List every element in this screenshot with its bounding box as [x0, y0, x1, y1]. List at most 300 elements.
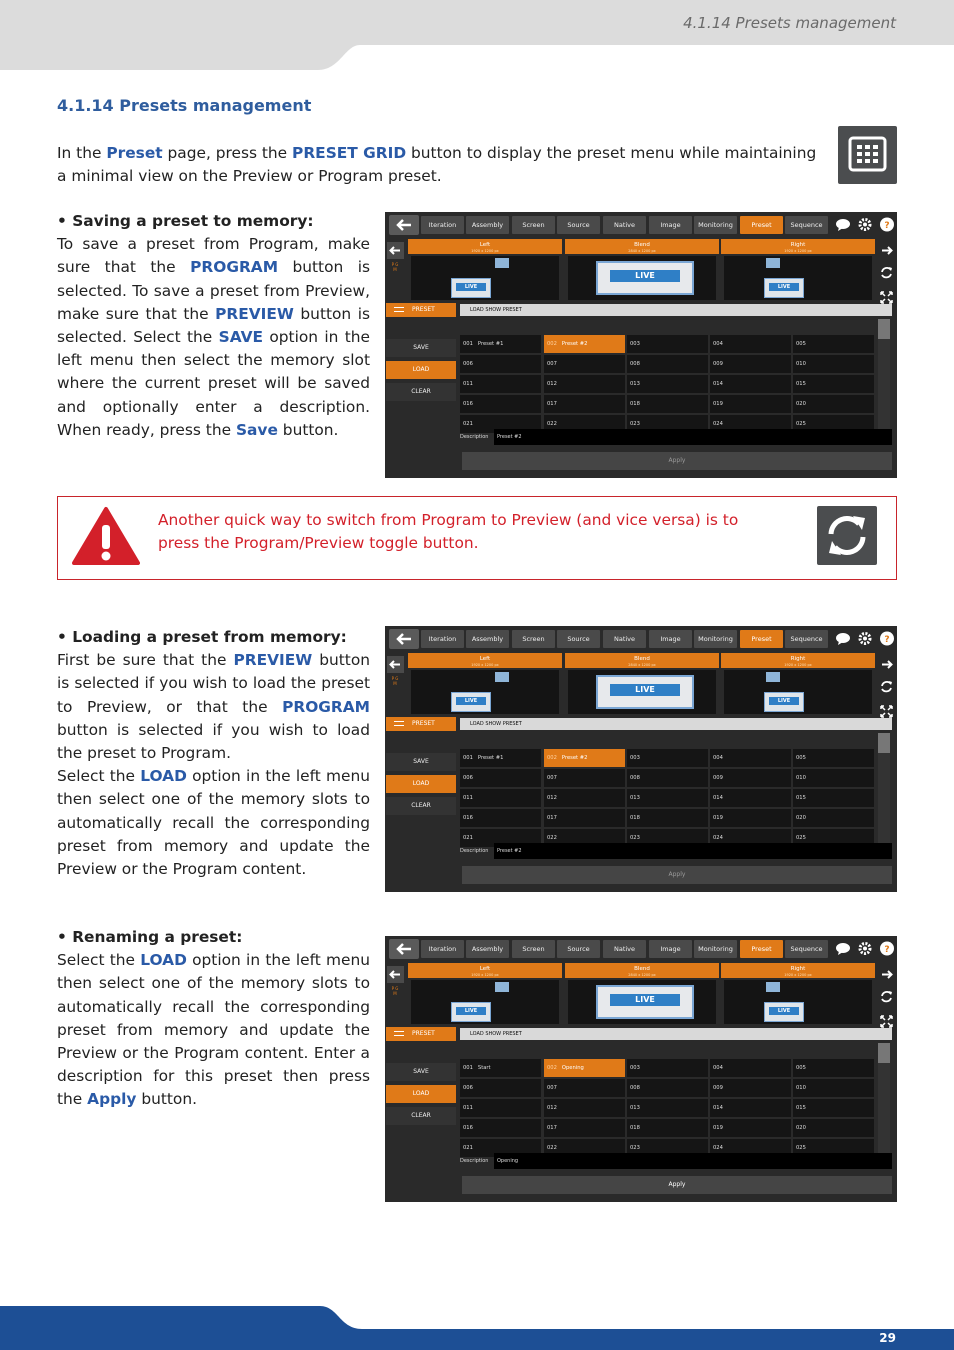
monitor-name: Blend	[634, 656, 650, 662]
slot-number: 004	[713, 341, 723, 347]
tab-screen[interactable]: Screen	[512, 216, 555, 234]
live-label: LIVE	[769, 697, 799, 705]
thumbnail-small	[766, 672, 780, 682]
slot-number: 008	[630, 775, 640, 781]
program-vertical-label: P G M	[391, 262, 399, 273]
live-thumbnail	[451, 278, 491, 298]
preset-slot[interactable]	[793, 1079, 874, 1097]
slot-name: Start	[477, 1065, 491, 1071]
preset-slot[interactable]	[793, 789, 874, 807]
tab-iteration[interactable]: Iteration	[421, 940, 464, 958]
preset-menu-title: PRESET	[412, 306, 435, 313]
slot-number: 017	[547, 815, 557, 821]
tab-source[interactable]: Source	[557, 216, 600, 234]
monitor-preview-left	[411, 256, 559, 300]
monitor-resolution: 1920 x 1200 px	[471, 663, 499, 667]
back-button[interactable]	[389, 629, 419, 649]
monitor-header-right[interactable]	[721, 963, 875, 978]
preset-menu-title: PRESET	[412, 1030, 435, 1037]
live-label: LIVE	[769, 1007, 799, 1015]
live-thumbnail	[764, 692, 804, 712]
slot-number: 015	[796, 795, 806, 801]
screenshot-loading	[385, 626, 897, 892]
scrollbar-thumb[interactable]	[878, 733, 890, 753]
tab-monitoring[interactable]: Monitoring	[694, 940, 737, 958]
tab-assembly[interactable]: Assembly	[466, 940, 509, 958]
tab-iteration[interactable]: Iteration	[421, 216, 464, 234]
slot-number: 014	[713, 381, 723, 387]
preset-slot[interactable]	[793, 1119, 874, 1137]
scrollbar-thumb[interactable]	[878, 1043, 890, 1063]
slot-number: 011	[463, 381, 473, 387]
scrollbar-thumb[interactable]	[878, 319, 890, 339]
slot-name: Preset #1	[477, 341, 504, 347]
running-title: 4.1.14 Presets management	[683, 14, 896, 32]
slot-number: 018	[630, 1125, 640, 1131]
preset-slot[interactable]	[627, 395, 708, 413]
slot-number: 009	[713, 775, 723, 781]
slot-number: 019	[713, 401, 723, 407]
slot-number: 003	[630, 341, 640, 347]
live-label: LIVE	[456, 697, 486, 705]
preset-slot[interactable]	[793, 1059, 874, 1077]
slot-name: Opening	[561, 1065, 584, 1071]
refresh-icon[interactable]	[878, 264, 895, 281]
back-button[interactable]	[389, 939, 419, 959]
monitor-preview-left	[411, 670, 559, 714]
slot-number: 001	[463, 755, 473, 761]
help-icon[interactable]	[879, 940, 895, 957]
slot-number: 010	[796, 1085, 806, 1091]
slot-number: 016	[463, 1125, 473, 1131]
svg-text:?: ?	[884, 221, 890, 231]
scrollbar[interactable]	[878, 733, 890, 849]
help-icon[interactable]	[879, 630, 895, 647]
warning-box	[57, 496, 897, 580]
description-row	[460, 843, 892, 859]
page-number: 29	[879, 1331, 896, 1345]
right-arrow-button[interactable]	[878, 966, 895, 983]
thumbnail-small	[766, 258, 780, 268]
menu-save-button[interactable]: SAVE	[386, 339, 456, 357]
monitor-resolution: 2840 x 1200 px	[628, 249, 656, 253]
tab-assembly[interactable]: Assembly	[466, 630, 509, 648]
slot-number: 006	[463, 361, 473, 367]
top-toolbar	[385, 936, 897, 962]
live-thumbnail	[451, 1002, 491, 1022]
preset-slot[interactable]	[627, 355, 708, 373]
thumbnail-small	[766, 982, 780, 992]
thumbnail-small	[495, 672, 509, 682]
preset-slot[interactable]	[793, 355, 874, 373]
description-field[interactable]: Preset #2	[494, 843, 892, 859]
preset-slot[interactable]	[710, 355, 791, 373]
live-thumbnail	[764, 278, 804, 298]
preset-slot[interactable]	[710, 749, 791, 767]
tab-sequence[interactable]: Sequence	[785, 940, 828, 958]
slot-number: 009	[713, 1085, 723, 1091]
left-arrow-button[interactable]	[387, 242, 404, 259]
slot-name: Preset #2	[561, 755, 588, 761]
monitor-resolution: 2840 x 1200 px	[628, 973, 656, 977]
warning-text: Another quick way to switch from Program to Preview (and vice versa) is to press the Program/Preview toggle button.	[158, 511, 739, 553]
slot-number: 012	[547, 795, 557, 801]
slot-number: 004	[713, 1065, 723, 1071]
preset-slot[interactable]	[627, 769, 708, 787]
preset-menu-title: PRESET	[412, 720, 435, 727]
preset-slot[interactable]	[544, 749, 625, 767]
slot-number: 019	[713, 815, 723, 821]
preset-slot[interactable]	[710, 789, 791, 807]
slot-number: 006	[463, 775, 473, 781]
refresh-icon	[817, 506, 877, 565]
preset-slot[interactable]	[544, 809, 625, 827]
tab-preset[interactable]: Preset	[740, 940, 783, 958]
preset-slot[interactable]	[793, 749, 874, 767]
program-vertical-label: P G M	[391, 986, 399, 997]
menu-load-button[interactable]: LOAD	[386, 1085, 456, 1103]
live-image	[596, 261, 694, 295]
slot-number: 001	[463, 341, 473, 347]
tab-preset[interactable]: Preset	[740, 216, 783, 234]
loading-paragraph: • Loading a preset from memory: First be sure that the PREVIEW button is selected if you wish to load the preset to Preview, or that the PROGRAM button is selected if you wish to load the preset to Program. Select the LOAD option in the left menu then select one of the memory slots to automatically recall the corresponding preset from memory and update the Preview or the Program content.	[57, 628, 370, 879]
slot-number: 017	[547, 401, 557, 407]
preset-menu-header[interactable]	[386, 1027, 456, 1041]
preset-slot[interactable]	[460, 355, 541, 373]
header-band	[0, 0, 954, 70]
slot-number: 009	[713, 361, 723, 367]
right-arrow-button[interactable]	[878, 656, 895, 673]
top-toolbar	[385, 212, 897, 238]
slot-number: 013	[630, 1105, 640, 1111]
monitor-preview-left	[411, 980, 559, 1024]
tab-preset[interactable]: Preset	[740, 630, 783, 648]
apply-button[interactable]: Apply	[462, 866, 892, 884]
live-image	[596, 985, 694, 1019]
monitor-name: Left	[479, 656, 491, 662]
preset-slot[interactable]	[460, 769, 541, 787]
preset-slot[interactable]	[460, 789, 541, 807]
thumbnail-small	[495, 982, 509, 992]
chat-icon[interactable]	[835, 216, 851, 233]
tab-sequence[interactable]: Sequence	[785, 630, 828, 648]
tab-image[interactable]: Image	[649, 630, 692, 648]
thumbnail-small	[495, 258, 509, 268]
left-arrow-button[interactable]	[387, 656, 404, 673]
preset-slot[interactable]	[710, 1099, 791, 1117]
menu-save-button[interactable]: SAVE	[386, 1063, 456, 1081]
apply-button[interactable]: Apply	[462, 1176, 892, 1194]
preset-slot[interactable]	[793, 395, 874, 413]
monitor-resolution: 1920 x 1200 px	[784, 249, 812, 253]
live-thumbnail	[451, 692, 491, 712]
monitor-header-blend[interactable]	[565, 653, 719, 668]
preset-slot[interactable]	[627, 1079, 708, 1097]
slot-number: 006	[463, 1085, 473, 1091]
slot-number: 012	[547, 381, 557, 387]
monitor-preview-right	[724, 980, 872, 1024]
monitor-header-right[interactable]	[721, 239, 875, 254]
live-label: LIVE	[456, 1007, 486, 1015]
gear-icon[interactable]	[857, 630, 873, 647]
slot-number: 023	[630, 835, 640, 841]
monitor-resolution: 1920 x 1200 px	[471, 249, 499, 253]
monitor-resolution: 1920 x 1200 px	[471, 973, 499, 977]
preset-slot[interactable]	[544, 1099, 625, 1117]
slot-number: 023	[630, 1145, 640, 1151]
preset-slot[interactable]	[627, 789, 708, 807]
tab-screen[interactable]: Screen	[512, 940, 555, 958]
preset-slot[interactable]	[793, 809, 874, 827]
load-show-preset-bar: LOAD SHOW PRESET	[460, 718, 892, 730]
chat-icon[interactable]	[835, 630, 851, 647]
monitor-header-blend[interactable]	[565, 963, 719, 978]
monitor-header-right[interactable]	[721, 653, 875, 668]
intro-paragraph: In the Preset page, press the PRESET GRID button to display the preset menu while maintaining a minimal view on the Preview or Program preset.	[57, 144, 817, 186]
slot-number: 010	[796, 361, 806, 367]
preset-slot[interactable]	[627, 335, 708, 353]
monitor-name: Right	[790, 656, 806, 662]
slot-number: 020	[796, 815, 806, 821]
refresh-icon[interactable]	[878, 678, 895, 695]
slot-number: 007	[547, 1085, 557, 1091]
preset-slot[interactable]	[793, 335, 874, 353]
slot-number: 025	[796, 1145, 806, 1151]
slot-number: 015	[796, 1105, 806, 1111]
slot-number: 005	[796, 341, 806, 347]
slot-number: 008	[630, 1085, 640, 1091]
monitor-header-left[interactable]	[408, 963, 562, 978]
load-show-preset-bar: LOAD SHOW PRESET	[460, 1028, 892, 1040]
help-icon[interactable]	[879, 216, 895, 233]
monitor-preview-blend	[568, 980, 716, 1024]
menu-load-button[interactable]: LOAD	[386, 361, 456, 379]
slot-number: 022	[547, 835, 557, 841]
slot-number: 005	[796, 755, 806, 761]
slot-number: 015	[796, 381, 806, 387]
slot-number: 013	[630, 795, 640, 801]
monitor-resolution: 2840 x 1200 px	[628, 663, 656, 667]
monitor-resolution: 1920 x 1200 px	[784, 973, 812, 977]
preset-slot[interactable]	[793, 769, 874, 787]
tab-native[interactable]: Native	[603, 940, 646, 958]
preset-slot[interactable]	[460, 395, 541, 413]
tab-sequence[interactable]: Sequence	[785, 216, 828, 234]
live-label: LIVE	[456, 283, 486, 291]
menu-clear-button[interactable]: CLEAR	[386, 1107, 456, 1125]
preset-slot[interactable]	[627, 749, 708, 767]
preset-slot[interactable]	[627, 809, 708, 827]
menu-save-button[interactable]: SAVE	[386, 753, 456, 771]
slot-number: 004	[713, 755, 723, 761]
warning-icon	[72, 505, 140, 567]
preset-slot[interactable]	[460, 809, 541, 827]
tab-native[interactable]: Native	[603, 216, 646, 234]
back-button[interactable]	[389, 215, 419, 235]
monitor-header-left[interactable]	[408, 239, 562, 254]
preset-slot[interactable]	[710, 335, 791, 353]
preset-slot[interactable]	[460, 1059, 541, 1077]
preset-slot[interactable]	[460, 375, 541, 393]
preset-slot[interactable]	[710, 769, 791, 787]
slot-name: Preset #2	[561, 341, 588, 347]
slot-number: 007	[547, 775, 557, 781]
tab-screen[interactable]: Screen	[512, 630, 555, 648]
live-label: LIVE	[610, 270, 680, 282]
monitor-name: Left	[479, 242, 491, 248]
monitor-header-blend[interactable]	[565, 239, 719, 254]
slot-number: 002	[547, 341, 557, 347]
gear-icon[interactable]	[857, 216, 873, 233]
left-arrow-button[interactable]	[387, 966, 404, 983]
slot-number: 020	[796, 401, 806, 407]
description-label: Description	[460, 848, 489, 854]
tab-assembly[interactable]: Assembly	[466, 216, 509, 234]
preset-slot[interactable]	[544, 335, 625, 353]
live-label: LIVE	[610, 994, 680, 1006]
preset-slot[interactable]	[544, 375, 625, 393]
monitor-header-left[interactable]	[408, 653, 562, 668]
slot-number: 024	[713, 1145, 723, 1151]
live-thumbnail	[764, 1002, 804, 1022]
preset-slot[interactable]	[710, 1059, 791, 1077]
slot-number: 003	[630, 755, 640, 761]
gear-icon[interactable]	[857, 940, 873, 957]
slot-number: 025	[796, 835, 806, 841]
slot-number: 025	[796, 421, 806, 427]
preset-menu-header[interactable]	[386, 717, 456, 731]
preset-slot[interactable]	[460, 1099, 541, 1117]
slot-number: 022	[547, 421, 557, 427]
preset-slot[interactable]	[544, 395, 625, 413]
slot-number: 011	[463, 795, 473, 801]
slot-number: 024	[713, 421, 723, 427]
slot-number: 001	[463, 1065, 473, 1071]
tab-iteration[interactable]: Iteration	[421, 630, 464, 648]
tab-source[interactable]: Source	[557, 940, 600, 958]
refresh-icon[interactable]	[878, 988, 895, 1005]
preset-slot[interactable]	[710, 1119, 791, 1137]
slot-number: 011	[463, 1105, 473, 1111]
preset-slot[interactable]	[710, 395, 791, 413]
scrollbar[interactable]	[878, 319, 890, 435]
preset-slot[interactable]	[710, 1079, 791, 1097]
section-title: 4.1.14 Presets management	[57, 96, 312, 115]
preset-slot[interactable]	[460, 1119, 541, 1137]
preset-slot[interactable]	[627, 1119, 708, 1137]
preset-slot[interactable]	[627, 375, 708, 393]
scrollbar[interactable]	[878, 1043, 890, 1159]
preset-slot[interactable]	[627, 1059, 708, 1077]
description-field[interactable]: Preset #2	[494, 429, 892, 445]
preset-slot[interactable]	[460, 335, 541, 353]
saving-paragraph: • Saving a preset to memory: To save a preset from Program, make sure that the PROGRAM button is selected. To save a preset from Preview, make sure that the PREVIEW button is selected. Select the SAVE option in the left menu then select the memory slot where the current preset will be saved and optionally enter a description. When ready, press the Save button.	[57, 212, 371, 439]
preset-slot[interactable]	[544, 355, 625, 373]
preset-slot[interactable]	[544, 1059, 625, 1077]
preset-slot[interactable]	[544, 769, 625, 787]
description-row	[460, 1153, 892, 1169]
description-field[interactable]: Opening	[494, 1153, 892, 1169]
renaming-paragraph: • Renaming a preset: Select the LOAD option in the left menu then select one of the memory slots to automatically recall the corresponding preset from memory and update the Preview or the Program content. Enter a description for this preset then press the Apply button.	[57, 928, 370, 1109]
slot-number: 003	[630, 1065, 640, 1071]
slot-number: 016	[463, 401, 473, 407]
menu-load-button[interactable]: LOAD	[386, 775, 456, 793]
slot-number: 020	[796, 1125, 806, 1131]
preset-slot[interactable]	[793, 1099, 874, 1117]
preset-slot[interactable]	[627, 1099, 708, 1117]
preset-slot[interactable]	[544, 789, 625, 807]
svg-text:?: ?	[884, 945, 890, 955]
slot-number: 012	[547, 1105, 557, 1111]
preset-slot[interactable]	[710, 375, 791, 393]
preset-slot[interactable]	[544, 1119, 625, 1137]
menu-clear-button[interactable]: CLEAR	[386, 383, 456, 401]
description-row	[460, 429, 892, 445]
screenshot-renaming	[385, 936, 897, 1202]
slot-number: 021	[463, 835, 473, 841]
live-image	[596, 675, 694, 709]
preset-slot[interactable]	[460, 1079, 541, 1097]
slot-number: 017	[547, 1125, 557, 1131]
monitor-preview-right	[724, 256, 872, 300]
tab-monitoring[interactable]: Monitoring	[694, 630, 737, 648]
slot-number: 002	[547, 755, 557, 761]
preset-slot[interactable]	[793, 375, 874, 393]
monitor-name: Blend	[634, 242, 650, 248]
menu-clear-button[interactable]: CLEAR	[386, 797, 456, 815]
slot-number: 018	[630, 815, 640, 821]
load-show-preset-bar: LOAD SHOW PRESET	[460, 304, 892, 316]
svg-text:?: ?	[884, 635, 890, 645]
program-vertical-label: P G M	[391, 676, 399, 687]
tab-image[interactable]: Image	[649, 216, 692, 234]
description-label: Description	[460, 434, 489, 440]
preset-menu-header[interactable]	[386, 303, 456, 317]
slot-number: 023	[630, 421, 640, 427]
slot-number: 014	[713, 795, 723, 801]
top-toolbar	[385, 626, 897, 652]
grid-icon	[838, 126, 897, 184]
slot-number: 021	[463, 1145, 473, 1151]
chat-icon[interactable]	[835, 940, 851, 957]
monitor-name: Right	[790, 966, 806, 972]
right-arrow-button[interactable]	[878, 242, 895, 259]
monitor-resolution: 1920 x 1200 px	[784, 663, 812, 667]
slot-number: 022	[547, 1145, 557, 1151]
slot-number: 021	[463, 421, 473, 427]
tab-native[interactable]: Native	[603, 630, 646, 648]
monitor-preview-right	[724, 670, 872, 714]
slot-number: 010	[796, 775, 806, 781]
tab-source[interactable]: Source	[557, 630, 600, 648]
preset-slot[interactable]	[544, 1079, 625, 1097]
description-label: Description	[460, 1158, 489, 1164]
apply-button[interactable]: Apply	[462, 452, 892, 470]
preset-slot[interactable]	[460, 749, 541, 767]
slot-number: 007	[547, 361, 557, 367]
slot-number: 013	[630, 381, 640, 387]
tab-monitoring[interactable]: Monitoring	[694, 216, 737, 234]
live-label: LIVE	[610, 684, 680, 696]
preset-slot[interactable]	[710, 809, 791, 827]
tab-image[interactable]: Image	[649, 940, 692, 958]
slot-name: Preset #1	[477, 755, 504, 761]
screenshot-saving	[385, 212, 897, 478]
monitor-name: Right	[790, 242, 806, 248]
slot-number: 016	[463, 815, 473, 821]
slot-number: 008	[630, 361, 640, 367]
slot-number: 019	[713, 1125, 723, 1131]
